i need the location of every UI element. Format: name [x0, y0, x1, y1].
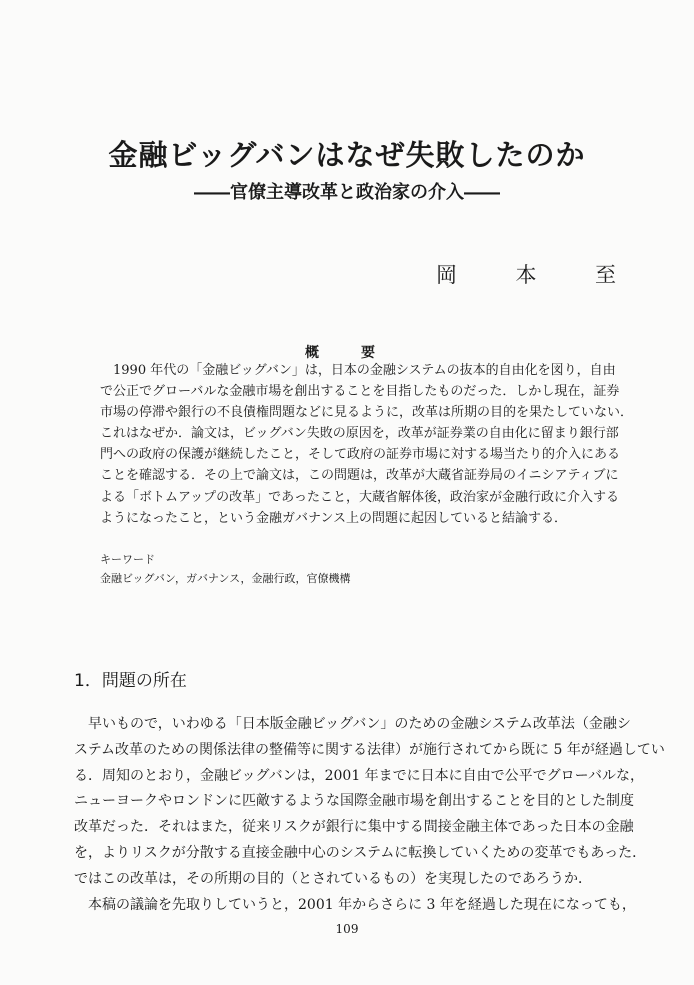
abstract-body — [100, 360, 634, 529]
author-char: 至 — [595, 263, 616, 287]
body-line: 改革だった．それはまた，従来リスクが銀行に集中する間接金融主体であった日本の金融 — [74, 819, 634, 836]
body-line: 早いもので，いわゆる「日本版金融ビッグバン」のための金融システム改革法（金融シ — [74, 716, 631, 732]
paper-title: 金融ビッグバンはなぜ失敗したのか — [108, 138, 586, 172]
abstract-line: 市場の停滞や銀行の不良債権問題などに見るように，改革は所期の目的を果たしていない． — [100, 405, 634, 421]
abstract-line: ようになったこと，という金融ガバナンス上の問題に起因していると結論する． — [100, 510, 567, 526]
body-text — [74, 712, 665, 918]
body-line: ではこの改革は，その所期の目的（とされているもの）を実現したのであろうか． — [74, 870, 592, 887]
abstract-line: 門への政府の保護が継続したこと，そして政府の証券市場に対する場当たり的介入にある — [100, 447, 621, 463]
body-line: る．周知のとおり，金融ビッグバンは，2001 年までに日本に自由で公平でグローバルな， — [74, 767, 644, 784]
keywords-label: キーワード — [100, 553, 155, 566]
body-line: を，よりリスクが分散する直接金融中心のシステムに転換していくための変革でもあった． — [74, 844, 647, 861]
author-char: 岡 — [436, 263, 457, 287]
abstract-line: ことを確認する．その上で論文は，この問題は，改革が大蔵省証券局のイニシアティブに — [100, 468, 619, 484]
abstract-line: で公正でグローバルな金融市場を創出することを目指したものだった．しかし現在，証券 — [100, 384, 620, 400]
body-line: ステム改革のための関係法律の整備等に関する法律）が施行されてから既に 5 年が経過してい — [74, 741, 665, 758]
body-line: ニューヨークやロンドンに匹敵するような国際金融市場を創出することを目的とした制度 — [74, 793, 634, 810]
abstract-heading: 概 要 — [305, 345, 389, 361]
author-char: 本 — [515, 263, 537, 287]
page-number: 109 — [335, 922, 359, 936]
keywords-list: 金融ビッグバン，ガバナンス，金融行政，官僚機構 — [100, 572, 351, 585]
author-name — [436, 259, 616, 289]
section-heading: 1．問題の所在 — [74, 671, 187, 691]
abstract-line: これはなぜか．論文は，ビッグバン失敗の原因を，改革が証券業の自由化に留まり銀行部 — [100, 426, 619, 442]
paper-subtitle: ――官僚主導改革と政治家の介入―― — [194, 182, 500, 203]
abstract-line: よる「ボトムアップの改革」であったこと，大蔵省解体後，政治家が金融行政に介入する — [100, 489, 619, 505]
body-line: 本稿の議論を先取りしていうと，2001 年からさらに 3 年を経過した現在になっても， — [74, 896, 636, 913]
abstract-line: 1990 年代の「金融ビッグバン」は，日本の金融システムの抜本的自由化を図り，自由 — [100, 363, 616, 378]
